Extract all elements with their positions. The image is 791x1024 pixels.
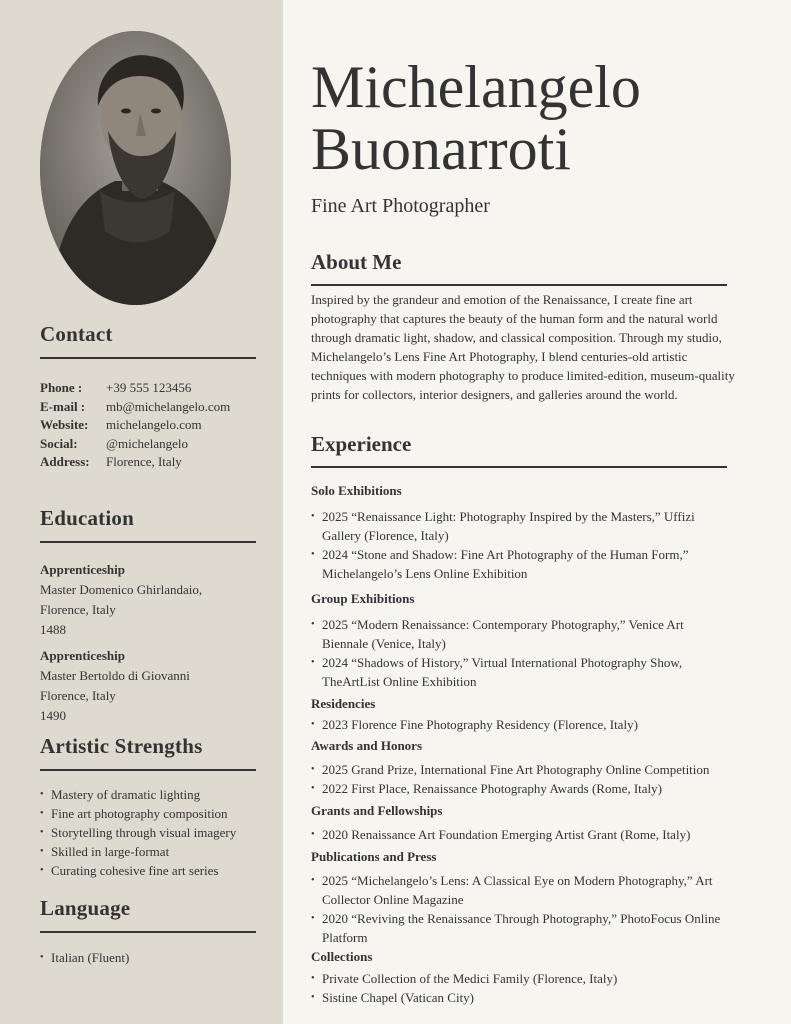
education-year: 1490 [40,708,66,723]
contact-label: Website: [40,417,89,432]
contact-label: Address: [40,454,90,469]
website-value[interactable]: michelangelo.com [106,417,202,432]
name-first: Michelangelo [311,54,641,120]
experience-heading: Experience [311,432,412,456]
list-item: • 2025 “Michelangelo’s Lens: A Classical Eye on Modern Photography,” Art Collector Online Magazine [311,871,731,909]
education-line: Florence, Italy [40,688,116,703]
list-item: • 2025 Grand Prize, International Fine Art Photography Online Competition [311,760,731,779]
education-line: Master Bertoldo di Giovanni [40,668,190,683]
list-item: • 2020 “Reviving the Renaissance Through Photography,” PhotoFocus Online Platform [311,909,731,947]
contact-website [40,416,256,435]
experience-items [311,871,731,947]
experience-category: Grants and Fellowships [311,803,443,818]
experience-category: Publications and Press [311,849,437,864]
list-item: • 2023 Florence Fine Photography Residency (Florence, Italy) [311,715,731,734]
list-item: • Fine art photography composition [40,804,256,823]
education-item [40,646,256,726]
about-heading: About Me [311,250,402,274]
about-section [311,250,727,286]
contact-social [40,435,256,454]
list-item: • 2024 “Stone and Shadow: Fine Art Photography of the Human Form,” Michelangelo’s Lens Online Exhibition [311,545,731,583]
experience-items [311,969,731,1007]
list-item: • Mastery of dramatic lighting [40,785,256,804]
contact-heading: Contact [40,322,113,346]
list-item: • 2024 “Shadows of History,” Virtual International Photography Show, TheArtList Online Exhibition [311,653,731,691]
experience-category: Group Exhibitions [311,591,415,606]
experience-section [311,432,727,468]
about-text: Inspired by the grandeur and emotion of the Renaissance, I create fine art photography that captures the beauty of the human form and the natural world through dramatic light, shadow, and classical composition. Through my studio, Michelangelo’s Lens Fine Art Photography, I blend centuries-old artistic techniques with modern photography to produce limited-edition, museum-quality prints for collectors, interior designers, and galleries around the world. [311,292,735,402]
strengths-list [40,785,256,880]
experience-items [311,507,731,583]
language-divider [40,931,256,933]
phone-value: +39 555 123456 [106,380,192,395]
contact-label: Social: [40,435,78,451]
strengths-divider [40,769,256,771]
address-value: Florence, Italy [106,454,182,469]
contact-divider [40,357,256,359]
experience-items [311,825,731,844]
list-item: • 2022 First Place, Renaissance Photography Awards (Rome, Italy) [311,779,731,798]
language-heading: Language [40,896,131,920]
education-section [40,506,256,726]
social-value[interactable]: @michelangelo [106,435,188,451]
education-divider [40,541,256,543]
list-item: • Italian (Fluent) [40,948,256,967]
education-heading: Education [40,506,134,530]
list-item: • Storytelling through visual imagery [40,823,256,842]
portrait-photo [40,31,231,305]
education-line: Florence, Italy [40,602,116,617]
experience-items [311,760,731,798]
strengths-heading: Artistic Strengths [40,734,203,758]
contact-label: Phone : [40,380,83,395]
experience-category: Solo Exhibitions [311,483,402,498]
list-item: • Skilled in large-format [40,842,256,861]
experience-divider [311,466,727,468]
email-value[interactable]: mb@michelangelo.com [106,398,231,414]
list-item: • 2025 “Renaissance Light: Photography Inspired by the Masters,” Uffizi Gallery (Florence, Italy) [311,507,731,545]
contact-email [40,398,256,417]
strengths-section [40,734,256,880]
education-line: Master Domenico Ghirlandaio, [40,582,203,597]
language-list [40,948,256,967]
contact-section [40,322,256,472]
experience-category: Collections [311,949,373,964]
language-section [40,896,256,967]
contact-phone [40,379,256,398]
list-item: • Sistine Chapel (Vatican City) [311,988,731,1007]
education-title: Apprenticeship [40,648,125,663]
person-name [311,56,641,180]
contact-label: E-mail : [40,398,86,414]
about-divider [311,284,727,286]
education-year: 1488 [40,622,66,637]
contact-list [40,379,256,472]
experience-category: Awards and Honors [311,738,423,753]
experience-list [311,482,731,1007]
contact-address [40,453,256,472]
list-item: • Private Collection of the Medici Family (Florence, Italy) [311,969,731,988]
name-last: Buonarroti [311,116,571,182]
education-title: Apprenticeship [40,562,125,577]
education-item [40,560,256,640]
experience-items [311,615,731,691]
experience-category: Residencies [311,696,376,711]
list-item: • 2020 Renaissance Art Foundation Emerging Artist Grant (Rome, Italy) [311,825,731,844]
experience-items [311,715,731,734]
list-item: • Curating cohesive fine art series [40,861,256,880]
list-item: • 2025 “Modern Renaissance: Contemporary Photography,” Venice Art Biennale (Venice, Italy) [311,615,731,653]
job-title: Fine Art Photographer [311,195,490,217]
